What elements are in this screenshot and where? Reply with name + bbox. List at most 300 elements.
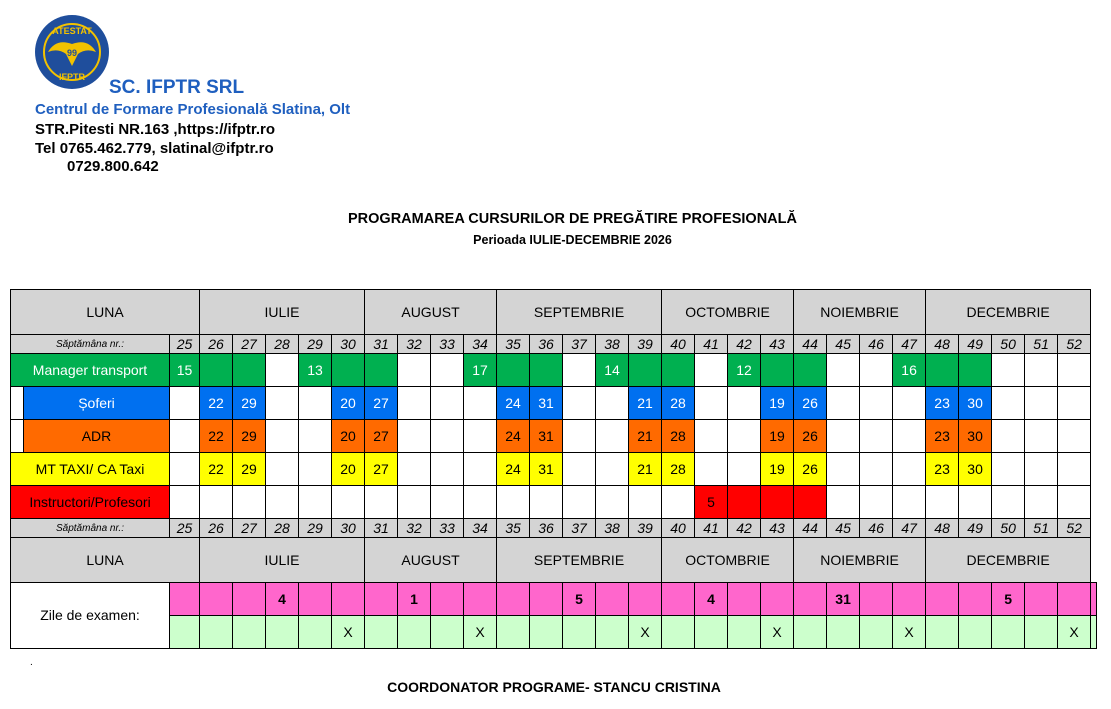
schedule-cell xyxy=(563,420,596,453)
exam-date-cell xyxy=(794,583,827,616)
schedule-cell xyxy=(1025,354,1058,387)
schedule-cell xyxy=(992,453,1025,486)
exam-date-cell: 5 xyxy=(563,583,596,616)
exam-mark-cell xyxy=(1025,616,1058,649)
schedule-cell xyxy=(794,354,827,387)
week-number: 44 xyxy=(794,519,827,538)
schedule-cell: 30 xyxy=(959,420,992,453)
schedule-cell xyxy=(497,354,530,387)
schedule-cell: 31 xyxy=(530,387,563,420)
schedule-cell xyxy=(959,486,992,519)
exam-mark-cell: X xyxy=(629,616,662,649)
schedule-cell xyxy=(299,387,332,420)
schedule-cell: 23 xyxy=(926,387,959,420)
schedule-cell xyxy=(530,354,563,387)
exam-mark-cell xyxy=(497,616,530,649)
week-number: 25 xyxy=(170,335,200,354)
week-number: 50 xyxy=(992,519,1025,538)
schedule-cell: 24 xyxy=(497,420,530,453)
week-number: 37 xyxy=(563,519,596,538)
luna-header: LUNA xyxy=(11,290,200,335)
schedule-cell xyxy=(695,453,728,486)
schedule-cell xyxy=(431,453,464,486)
week-number: 52 xyxy=(1058,519,1091,538)
coordinator: COORDONATOR PROGRAME- STANCU CRISTINA xyxy=(387,679,721,695)
schedule-cell: 5 xyxy=(695,486,728,519)
stray-dot: . xyxy=(30,657,33,668)
schedule-cell: 29 xyxy=(233,387,266,420)
month-septembrie: SEPTEMBRIE xyxy=(497,538,662,583)
schedule-cell xyxy=(893,486,926,519)
week-number: 39 xyxy=(629,335,662,354)
schedule-cell xyxy=(563,486,596,519)
schedule-cell xyxy=(1058,387,1091,420)
schedule-cell xyxy=(695,420,728,453)
schedule-cell xyxy=(170,486,200,519)
week-number: 36 xyxy=(530,519,563,538)
exam-date-cell xyxy=(497,583,530,616)
schedule-cell xyxy=(464,453,497,486)
month-august: AUGUST xyxy=(365,290,497,335)
schedule-cell xyxy=(464,387,497,420)
week-number: 48 xyxy=(926,519,959,538)
week-number: 43 xyxy=(761,519,794,538)
schedule-cell xyxy=(860,486,893,519)
week-number: 50 xyxy=(992,335,1025,354)
schedule-cell: 20 xyxy=(332,453,365,486)
schedule-cell xyxy=(827,453,860,486)
schedule-cell: 12 xyxy=(728,354,761,387)
schedule-cell xyxy=(662,486,695,519)
week-number: 29 xyxy=(299,519,332,538)
course-name: Instructori/Profesori xyxy=(11,486,170,519)
schedule-cell: 28 xyxy=(662,387,695,420)
exam-mark-cell xyxy=(728,616,761,649)
course-name: MT TAXI/ CA Taxi xyxy=(11,453,170,486)
exam-mark-cell xyxy=(266,616,299,649)
ifptr-logo xyxy=(34,14,110,90)
exam-date-cell: 31 xyxy=(827,583,860,616)
exam-date-cell xyxy=(332,583,365,616)
week-number: 26 xyxy=(200,519,233,538)
schedule-cell xyxy=(1058,486,1091,519)
schedule-cell: 21 xyxy=(629,420,662,453)
schedule-cell: 28 xyxy=(662,453,695,486)
week-number: 39 xyxy=(629,519,662,538)
schedule-cell xyxy=(695,387,728,420)
exam-date-cell xyxy=(299,583,332,616)
schedule-cell xyxy=(398,420,431,453)
schedule-cell xyxy=(959,354,992,387)
schedule-cell xyxy=(893,453,926,486)
schedule-cell xyxy=(1025,420,1058,453)
exam-date-cell xyxy=(530,583,563,616)
schedule-cell: 22 xyxy=(200,420,233,453)
schedule-cell: 21 xyxy=(629,387,662,420)
schedule-cell: 31 xyxy=(530,453,563,486)
week-number: 27 xyxy=(233,519,266,538)
schedule-cell xyxy=(794,486,827,519)
exam-date-cell xyxy=(728,583,761,616)
schedule-cell xyxy=(233,354,266,387)
week-number: 30 xyxy=(332,519,365,538)
schedule-cell xyxy=(827,387,860,420)
schedule-cell: 19 xyxy=(761,420,794,453)
week-number: 41 xyxy=(695,335,728,354)
schedule-cell xyxy=(332,354,365,387)
schedule-cell xyxy=(464,486,497,519)
spacer-cell xyxy=(11,420,24,453)
schedule-cell xyxy=(1025,486,1058,519)
course-row-adr xyxy=(11,420,1097,453)
schedule-cell xyxy=(728,486,761,519)
schedule-cell xyxy=(497,486,530,519)
month-iulie: IULIE xyxy=(200,290,365,335)
schedule-cell: 21 xyxy=(629,453,662,486)
schedule-cell: 31 xyxy=(530,420,563,453)
schedule-cell xyxy=(299,486,332,519)
month-august: AUGUST xyxy=(365,538,497,583)
exam-date-cell xyxy=(860,583,893,616)
week-number: 25 xyxy=(170,519,200,538)
week-number: 32 xyxy=(398,335,431,354)
schedule-cell: 26 xyxy=(794,387,827,420)
exam-mark-cell xyxy=(695,616,728,649)
week-row xyxy=(11,335,1097,354)
center-name: Centrul de Formare Profesională Slatina, Olt xyxy=(35,101,351,118)
schedule-cell xyxy=(992,354,1025,387)
week-number: 52 xyxy=(1058,335,1091,354)
exam-date-cell: 4 xyxy=(695,583,728,616)
schedule-cell xyxy=(728,387,761,420)
exam-mark-cell: X xyxy=(464,616,497,649)
month-octombrie: OCTOMBRIE xyxy=(662,290,794,335)
week-number: 36 xyxy=(530,335,563,354)
month-noiembrie: NOIEMBRIE xyxy=(794,538,926,583)
schedule-cell xyxy=(170,387,200,420)
schedule-cell: 27 xyxy=(365,387,398,420)
schedule-cell xyxy=(629,486,662,519)
phone-email: Tel 0765.462.779, slatinal@ifptr.ro xyxy=(35,140,274,157)
schedule-cell xyxy=(860,453,893,486)
week-number: 28 xyxy=(266,519,299,538)
schedule-cell: 30 xyxy=(959,453,992,486)
schedule-cell: 20 xyxy=(332,420,365,453)
address: STR.Pitesti NR.163 ,https://ifptr.ro xyxy=(35,121,276,138)
week-number: 28 xyxy=(266,335,299,354)
exam-mark-cell xyxy=(1091,616,1097,649)
schedule-cell: 27 xyxy=(365,420,398,453)
week-number: 51 xyxy=(1025,519,1058,538)
schedule-cell xyxy=(992,486,1025,519)
schedule-cell xyxy=(827,486,860,519)
schedule-cell xyxy=(893,420,926,453)
exam-mark-cell xyxy=(926,616,959,649)
schedule-cell: 23 xyxy=(926,420,959,453)
exam-mark-cell: X xyxy=(893,616,926,649)
week-number: 27 xyxy=(233,335,266,354)
schedule-cell: 30 xyxy=(959,387,992,420)
company-name: SC. IFPTR SRL xyxy=(109,77,245,98)
schedule-cell xyxy=(827,354,860,387)
week-number: 32 xyxy=(398,519,431,538)
week-number: 46 xyxy=(860,335,893,354)
schedule-cell: 20 xyxy=(332,387,365,420)
schedule-cell xyxy=(530,486,563,519)
exam-mark-cell xyxy=(959,616,992,649)
week-number: 42 xyxy=(728,335,761,354)
exam-date-cell: 5 xyxy=(992,583,1025,616)
schedule-cell: 13 xyxy=(299,354,332,387)
schedule-cell xyxy=(332,486,365,519)
schedule-cell xyxy=(398,453,431,486)
schedule-cell xyxy=(200,354,233,387)
schedule-cell xyxy=(1058,354,1091,387)
week-number: 34 xyxy=(464,519,497,538)
exam-row-dates xyxy=(11,583,1097,616)
exam-date-cell xyxy=(629,583,662,616)
week-number: 47 xyxy=(893,335,926,354)
exam-date-cell xyxy=(365,583,398,616)
schedule-cell xyxy=(266,387,299,420)
schedule-cell xyxy=(431,420,464,453)
schedule-cell: 26 xyxy=(794,453,827,486)
course-name: Șoferi xyxy=(24,387,170,420)
exam-row-marks xyxy=(11,616,1097,649)
schedule-cell xyxy=(563,387,596,420)
week-number: 31 xyxy=(365,335,398,354)
exam-mark-cell xyxy=(563,616,596,649)
course-row-instructori xyxy=(11,486,1097,519)
schedule-cell xyxy=(365,354,398,387)
week-number: 41 xyxy=(695,519,728,538)
schedule-cell xyxy=(1058,420,1091,453)
week-number: 40 xyxy=(662,335,695,354)
schedule-cell xyxy=(299,420,332,453)
schedule-cell xyxy=(170,453,200,486)
schedule-cell xyxy=(893,387,926,420)
schedule-cell: 29 xyxy=(233,453,266,486)
schedule-cell xyxy=(728,453,761,486)
week-number: 30 xyxy=(332,335,365,354)
exam-date-cell: 4 xyxy=(266,583,299,616)
exam-mark-cell xyxy=(794,616,827,649)
week-number: 34 xyxy=(464,335,497,354)
schedule-cell xyxy=(563,453,596,486)
month-decembrie: DECEMBRIE xyxy=(926,538,1091,583)
schedule-cell: 15 xyxy=(170,354,200,387)
schedule-cell: 24 xyxy=(497,387,530,420)
week-number: 42 xyxy=(728,519,761,538)
schedule-cell xyxy=(266,420,299,453)
exam-date-cell xyxy=(926,583,959,616)
month-septembrie: SEPTEMBRIE xyxy=(497,290,662,335)
schedule-cell xyxy=(1025,453,1058,486)
spacer-cell xyxy=(11,387,24,420)
exam-date-cell xyxy=(464,583,497,616)
schedule-cell xyxy=(398,387,431,420)
schedule-cell xyxy=(299,453,332,486)
schedule-cell xyxy=(431,387,464,420)
exam-date-cell xyxy=(662,583,695,616)
page-title: PROGRAMAREA CURSURILOR DE PREGĂTIRE PROFESIONALĂ xyxy=(348,211,797,227)
week-number: 33 xyxy=(431,519,464,538)
schedule-cell xyxy=(1025,387,1058,420)
course-name: Manager transport xyxy=(11,354,170,387)
week-label: Săptămâna nr.: xyxy=(11,335,170,354)
exam-date-cell xyxy=(761,583,794,616)
schedule-cell xyxy=(596,453,629,486)
schedule-cell xyxy=(926,486,959,519)
week-number: 46 xyxy=(860,519,893,538)
exam-mark-cell xyxy=(662,616,695,649)
svg-text:ATESTAT: ATESTAT xyxy=(52,26,92,36)
month-iulie: IULIE xyxy=(200,538,365,583)
week-number: 26 xyxy=(200,335,233,354)
week-number: 38 xyxy=(596,519,629,538)
schedule-cell xyxy=(563,354,596,387)
page-subtitle: Perioada IULIE-DECEMBRIE 2026 xyxy=(473,233,672,247)
exam-date-cell xyxy=(959,583,992,616)
exam-date-cell xyxy=(431,583,464,616)
exam-mark-cell xyxy=(992,616,1025,649)
schedule-cell: 26 xyxy=(794,420,827,453)
month-noiembrie: NOIEMBRIE xyxy=(794,290,926,335)
luna-header: LUNA xyxy=(11,538,200,583)
schedule-cell xyxy=(662,354,695,387)
schedule-cell: 22 xyxy=(200,453,233,486)
schedule-cell xyxy=(398,486,431,519)
schedule-cell xyxy=(860,387,893,420)
schedule-cell xyxy=(170,420,200,453)
week-number: 49 xyxy=(959,335,992,354)
schedule-cell xyxy=(596,486,629,519)
svg-text:99: 99 xyxy=(66,48,78,58)
exam-mark-cell xyxy=(233,616,266,649)
schedule-cell: 16 xyxy=(893,354,926,387)
schedule-cell xyxy=(431,354,464,387)
schedule-cell: 17 xyxy=(464,354,497,387)
schedule-cell xyxy=(761,486,794,519)
schedule-cell: 28 xyxy=(662,420,695,453)
week-number: 37 xyxy=(563,335,596,354)
schedule-cell xyxy=(860,420,893,453)
schedule-cell: 27 xyxy=(365,453,398,486)
svg-text:IFPTR: IFPTR xyxy=(59,72,85,82)
exam-mark-cell xyxy=(431,616,464,649)
schedule-cell xyxy=(629,354,662,387)
week-number: 45 xyxy=(827,519,860,538)
exam-date-cell xyxy=(1091,583,1097,616)
week-number: 35 xyxy=(497,335,530,354)
course-row-manager xyxy=(11,354,1097,387)
exam-mark-cell xyxy=(299,616,332,649)
exam-mark-cell xyxy=(860,616,893,649)
exam-date-cell xyxy=(596,583,629,616)
week-number: 35 xyxy=(497,519,530,538)
schedule-cell xyxy=(695,354,728,387)
week-number: 47 xyxy=(893,519,926,538)
exam-mark-cell xyxy=(827,616,860,649)
week-number: 31 xyxy=(365,519,398,538)
week-number: 43 xyxy=(761,335,794,354)
schedule-cell xyxy=(992,387,1025,420)
week-number: 44 xyxy=(794,335,827,354)
schedule-cell: 22 xyxy=(200,387,233,420)
week-number: 29 xyxy=(299,335,332,354)
month-decembrie: DECEMBRIE xyxy=(926,290,1091,335)
week-number: 40 xyxy=(662,519,695,538)
schedule-cell xyxy=(596,387,629,420)
course-row-taxi xyxy=(11,453,1097,486)
schedule-cell: 24 xyxy=(497,453,530,486)
exam-date-cell xyxy=(1025,583,1058,616)
exam-mark-cell xyxy=(398,616,431,649)
course-row-soferi xyxy=(11,387,1097,420)
exam-mark-cell xyxy=(530,616,563,649)
exam-date-cell xyxy=(233,583,266,616)
course-name: ADR xyxy=(24,420,170,453)
schedule-cell xyxy=(860,354,893,387)
schedule-cell xyxy=(233,486,266,519)
schedule-cell xyxy=(1058,453,1091,486)
exam-mark-cell xyxy=(365,616,398,649)
schedule-cell xyxy=(926,354,959,387)
week-number: 33 xyxy=(431,335,464,354)
week-number: 51 xyxy=(1025,335,1058,354)
exam-mark-cell xyxy=(200,616,233,649)
schedule-table xyxy=(10,289,1097,649)
exam-date-cell xyxy=(893,583,926,616)
schedule-cell xyxy=(992,420,1025,453)
schedule-cell xyxy=(431,486,464,519)
week-number: 45 xyxy=(827,335,860,354)
schedule-cell xyxy=(596,420,629,453)
exam-mark-cell: X xyxy=(1058,616,1091,649)
schedule-cell xyxy=(200,486,233,519)
schedule-cell xyxy=(827,420,860,453)
week-number: 49 xyxy=(959,519,992,538)
schedule-cell xyxy=(398,354,431,387)
schedule-cell: 14 xyxy=(596,354,629,387)
schedule-cell xyxy=(761,354,794,387)
exam-mark-cell xyxy=(596,616,629,649)
schedule-cell: 19 xyxy=(761,453,794,486)
phone-2: 0729.800.642 xyxy=(67,158,159,175)
month-octombrie: OCTOMBRIE xyxy=(662,538,794,583)
schedule-cell: 23 xyxy=(926,453,959,486)
week-label: Săptămâna nr.: xyxy=(11,519,170,538)
schedule-cell xyxy=(728,420,761,453)
schedule-cell xyxy=(464,420,497,453)
exam-date-cell xyxy=(170,583,200,616)
exam-date-cell: 1 xyxy=(398,583,431,616)
exam-label: Zile de examen: xyxy=(11,583,170,649)
schedule-cell xyxy=(266,453,299,486)
schedule-cell xyxy=(266,354,299,387)
schedule-cell: 19 xyxy=(761,387,794,420)
schedule-cell xyxy=(266,486,299,519)
schedule-cell: 29 xyxy=(233,420,266,453)
week-number: 38 xyxy=(596,335,629,354)
exam-mark-cell: X xyxy=(332,616,365,649)
exam-mark-cell xyxy=(170,616,200,649)
exam-mark-cell: X xyxy=(761,616,794,649)
schedule-cell xyxy=(365,486,398,519)
week-row xyxy=(11,519,1097,538)
week-number: 48 xyxy=(926,335,959,354)
exam-date-cell xyxy=(200,583,233,616)
